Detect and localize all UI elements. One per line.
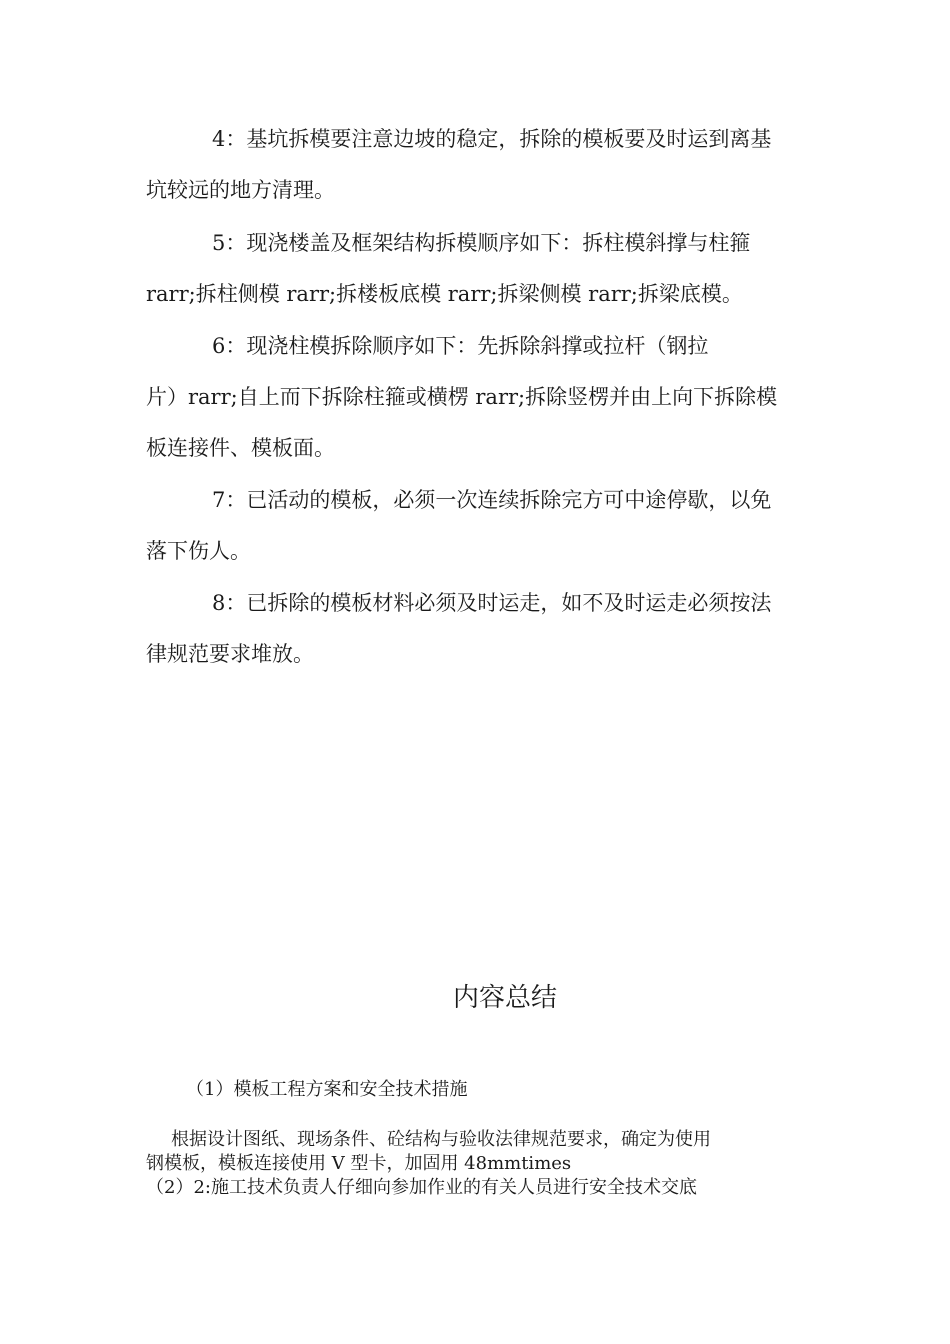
summary-title: 内容总结	[452, 983, 557, 1013]
paragraph-line: 6：现浇柱模拆除顺序如下：先拆除斜撑或拉杆（钢拉	[212, 334, 709, 358]
summary-line: （1）模板工程方案和安全技术措施	[186, 1079, 468, 1100]
paragraph-line: 片）rarr;自上而下拆除柱箍或横楞 rarr;拆除竖楞并由上向下拆除模	[146, 385, 778, 409]
summary-line: 根据设计图纸、现场条件、砼结构与验收法律规范要求，确定为使用	[171, 1129, 711, 1150]
paragraph-line: 坑较远的地方清理。	[146, 178, 335, 202]
paragraph-line: 落下伤人。	[146, 539, 251, 563]
paragraph-line: 板连接件、模板面。	[146, 436, 335, 460]
summary-line: 钢模板，模板连接使用 V 型卡，加固用 48mmtimes	[146, 1153, 572, 1174]
summary-line: （2）2:施工技术负责人仔细向参加作业的有关人员进行安全技术交底	[146, 1177, 697, 1198]
paragraph-line: 律规范要求堆放。	[146, 642, 314, 666]
paragraph-line: 7：已活动的模板，必须一次连续拆除完方可中途停歇，以免	[212, 488, 772, 512]
paragraph-line: rarr;拆柱侧模 rarr;拆楼板底模 rarr;拆梁侧模 rarr;拆梁底模。	[146, 282, 743, 306]
paragraph-line: 5：现浇楼盖及框架结构拆模顺序如下：拆柱模斜撑与柱箍	[212, 231, 751, 255]
paragraph-line: 8：已拆除的模板材料必须及时运走，如不及时运走必须按法	[212, 591, 772, 615]
paragraph-line: 4：基坑拆模要注意边坡的稳定，拆除的模板要及时运到离基	[212, 127, 772, 151]
